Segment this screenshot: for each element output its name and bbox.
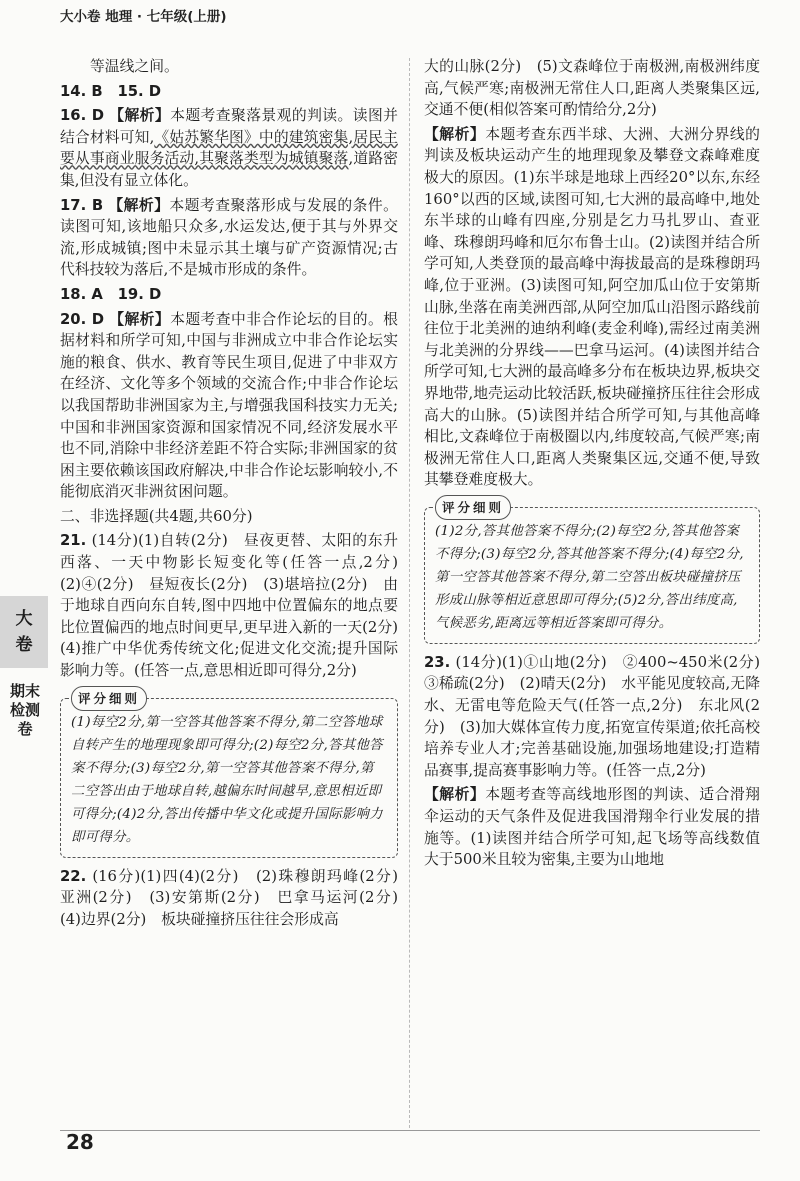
- left-column: [60, 56, 413, 933]
- analysis-tag: 【解析】: [424, 125, 486, 143]
- question-number: 20. D: [60, 310, 105, 328]
- right-column: [424, 56, 775, 874]
- answer-text: ,道路密集,但没有显立体化。: [60, 150, 398, 189]
- answer-text: (16分)(1)四(4)(2分) (2)珠穆朗玛峰(2分) 亚洲(2分) (3)安第斯(2分) 巴拿马运河(2分) (4)边界(2分) 板块碰撞挤压往往会形成高: [60, 867, 413, 928]
- question-number: 17. B: [60, 196, 104, 214]
- answer-line: [60, 284, 398, 306]
- footer-rule: [60, 1130, 760, 1131]
- question-number: 21.: [60, 532, 87, 550]
- scoring-rules-text: (1)每空2分,第一空答其他答案不得分,第二空答地球自转产生的地理现象即可得分;(2)每空2分,答其他答案不得分;(3)每空2分,第一空答其他答案不得分,第二空答出由于地球自转,越偏东时间越早,意思相近即可得分;(4)2分,答出传播中华文化或提升国际影响力即可得分。: [71, 714, 383, 845]
- side-tab-char: 大: [15, 609, 33, 629]
- answer-text: (14分)(1)自转(2分) 昼夜更替、太阳的东升西落、一天中物影长短变化等(任答一点,2分) (2)④(2分) 昼短夜长(2分) (3)堪培拉(2分) 由于地球自西向东自转,图中四地中位置偏东的地点要比位置偏西的地点时间更早,更早进入新的一天(2分) (4)推广中华优秀传统文化;促进文化交流;提升国际影响力等。(任答一点,意思相近即可得分,2分): [60, 532, 413, 680]
- section-heading: 二、非选择题(共4题,共60分): [60, 507, 253, 525]
- answer-text: 本题考查东西半球、大洲、大洲分界线的判读及板块运动产生的地理现象及攀登文森峰难度极大的原因。(1)东半球是地球上西经20°以东,东经160°以西的区域,读图可知,七大洲的最高峰中,地处东半球的山峰有四座,分别是乞力马扎罗山、查亚峰、珠穆朗玛峰和厄尔布鲁士山。(2)读图并结合所学可知,人类登顶的最高峰中海拔最高的是珠穆朗玛峰,位于亚洲。(3)读图可知,阿空加瓜山位于安第斯山脉,坐落在南美洲西部,从阿空加瓜山沿图示路线前往位于北美洲的迪纳利峰(麦金利峰),需经过南美洲与北美洲的分界线——巴拿马运河。(4)读图并结合所学可知,七大洲的最高峰多分布在板块边界,板块交界地带,地壳运动比较活跃,板块碰撞挤压往往会形成高大的山脉。(5)读图并结合所学可知,与其他高峰相比,文森峰位于南极圈以内,纬度较高,气候严寒;南极洲无常住人口,距离人类聚集区远,交通不便,导致其攀登难度极大。: [424, 125, 760, 489]
- answer-key: 14. B 15. D: [60, 82, 162, 100]
- scoring-rules-label: 评分细则: [435, 495, 511, 520]
- answer-22: [60, 866, 413, 931]
- side-label: 期末检测卷: [9, 682, 40, 738]
- question-number: 22.: [60, 867, 87, 885]
- answer-text: 本题考查聚落形成与发展的条件。读图可知,该地船只众多,水运发达,便于其与外界交流,形成城镇;图中未显示其土壤与矿产资源情况;古代科技较为落后,不是城市形成的条件。: [60, 196, 398, 279]
- side-tab: [0, 596, 48, 668]
- analysis-tag: 【解析】: [109, 107, 171, 125]
- scoring-rules-box: [424, 499, 760, 644]
- answer-text: 本题考查中非合作论坛的目的。根据材料和所学可知,中国与非洲成立中非合作论坛实施的粮食、供水、教育等民生项目,促进了中非双方在经济、文化等多个领域的交流合作;中非合作论坛以我国帮助非洲国家为主,与增强我国科技实力无关;中国和非洲国家资源和国家情况不同,经济发展水平也不同,消除中非经济差距不符合实际;非洲国家的贫困主要依赖该国政府解决,中非合作论坛影响较小,不能彻底消灭非洲贫困问题。: [60, 310, 398, 501]
- answer-21: [60, 530, 413, 681]
- analysis-22: [424, 124, 760, 491]
- question-number: 16. D: [60, 107, 105, 125]
- question-number: 23.: [424, 653, 451, 671]
- answer-key: 18. A 19. D: [60, 285, 162, 303]
- scoring-rules-text: (1)2分,答其他答案不得分;(2)每空2分,答其他答案不得分;(3)每空2分,答其他答案不得分;(4)每空2分,第一空答其他答案不得分,第二空答出板块碰撞挤压形成山脉等相近意思即可得分;(5)2分,答出纬度高,气候恶劣,距离远等相近答案即可得分。: [435, 523, 744, 631]
- paragraph: 大的山脉(2分) (5)文森峰位于南极洲,南极洲纬度高,气候严寒;南极洲无常住人口,距离人类聚集区远,交通不便(相似答案可酌情给分,2分): [424, 58, 760, 119]
- answer-16: [60, 105, 398, 191]
- answer-text: (14分)(1)①山地(2分) ②400~450米(2分) ③稀疏(2分) (2)晴天(2分) 水平能见度较高,无降水、无雷电等危险天气(任答一点,2分) 东北风(2分) (3)加大媒体宣传力度,拓宽宣传渠道;依托高校培养专业人才;完善基础设施,加强场地建设;打造精品赛事,提高赛事影响力等。(任答一点,2分): [424, 653, 775, 779]
- header-title: 大小卷 地理 · 七年级(上册): [60, 9, 227, 25]
- paragraph: 等温线之间。: [90, 58, 179, 75]
- page-number: 28: [66, 1130, 94, 1154]
- answer-text: 本题考查等高线地形图的判读、适合滑翔伞运动的天气条件及促进我国滑翔伞行业发展的措施等。(1)读图并结合所学可知,起飞场等高线数值大于500米且较为密集,主要为山地地: [424, 786, 760, 869]
- scoring-rules-label: 评分细则: [71, 686, 147, 711]
- side-tab-char: 卷: [15, 635, 33, 655]
- answer-line: [60, 81, 398, 103]
- answer-20: [60, 309, 398, 503]
- column-divider: [409, 58, 410, 1128]
- analysis-tag: 【解析】: [108, 196, 170, 214]
- analysis-23: [424, 784, 760, 870]
- scoring-rules-box: [60, 690, 398, 858]
- analysis-tag: 【解析】: [424, 786, 486, 804]
- underlined-text: 《姑苏繁华图》中的建筑密集,居民主要从事商业服务活动,其聚落类型为城镇聚落: [60, 128, 398, 168]
- answer-17: [60, 195, 398, 281]
- analysis-tag: 【解析】: [109, 310, 171, 328]
- answer-text: 本题考查聚落景观的判读。读图并结合材料可知,: [60, 107, 398, 146]
- answer-23: [424, 652, 775, 782]
